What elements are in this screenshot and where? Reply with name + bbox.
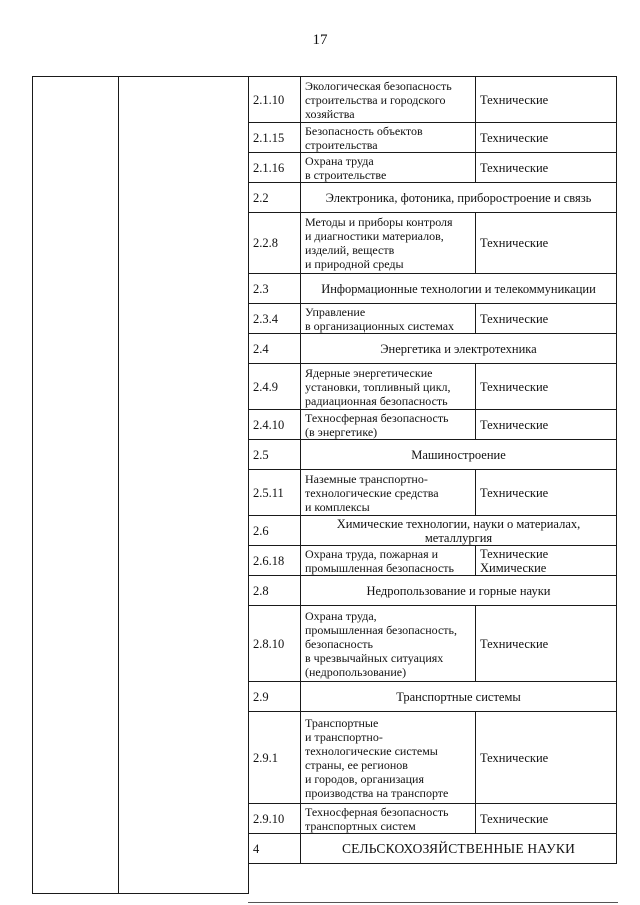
science-type-line: Технические (480, 236, 549, 250)
science-type (476, 470, 617, 516)
section-title-line: Транспортные системы (396, 689, 521, 704)
row-code: 2.5 (249, 440, 301, 470)
specialty-name (301, 364, 476, 410)
table-body (33, 77, 617, 894)
specialty-name-line: и диагностики материалов, (305, 229, 444, 243)
science-type (476, 213, 617, 274)
row-code: 2.1.16 (249, 153, 301, 183)
section-title (301, 834, 617, 864)
row-code: 2.2.8 (249, 213, 301, 274)
specialty-name (301, 77, 476, 123)
left-blank-cell-a (33, 77, 119, 894)
specialty-name-line: (недропользование) (305, 664, 407, 679)
section-title (301, 440, 617, 470)
row-code: 2.1.10 (249, 77, 301, 123)
specialty-name (301, 606, 476, 682)
row-code: 2.1.15 (249, 123, 301, 153)
section-title-line: СЕЛЬСКОХОЗЯЙСТВЕННЫЕ НАУКИ (341, 840, 576, 856)
specialty-name (301, 470, 476, 516)
row-code: 2.8 (249, 576, 301, 606)
row-code: 2.4.10 (249, 410, 301, 440)
row-code: 2.9.1 (249, 712, 301, 804)
section-title-line: Машиностроение (411, 447, 506, 462)
bottom-rule (248, 902, 618, 903)
specialty-name-line: безопасность (305, 636, 373, 651)
science-type (476, 123, 617, 153)
specialty-name-line: Техносферная безопасность (305, 804, 449, 819)
specialty-name-line: строительства (305, 137, 378, 152)
science-type (476, 410, 617, 440)
section-title-line: Недропользование и горные науки (366, 583, 551, 598)
science-type-line: Технические (480, 485, 549, 500)
science-type (476, 546, 617, 576)
row-code: 2.6.18 (249, 546, 301, 576)
row-code: 2.8.10 (249, 606, 301, 682)
section-title-line: металлургия (424, 530, 493, 545)
science-type (476, 304, 617, 334)
specialty-name (301, 153, 476, 183)
science-type (476, 606, 617, 682)
specialty-name-line: и транспортно- (305, 729, 383, 744)
row-code: 2.3 (249, 274, 301, 304)
science-type (476, 804, 617, 834)
section-title-line: Информационные технологии и телекоммуникации (321, 281, 596, 296)
science-type-line: Технические (480, 92, 549, 107)
specialty-name (301, 123, 476, 153)
specialty-name (301, 213, 476, 274)
table-row (33, 77, 617, 123)
science-type-line: Технические (480, 636, 549, 651)
specialty-name-line: Управление (305, 304, 366, 319)
specialty-name-line: Экологическая безопасность (305, 78, 452, 93)
specialty-name-line: и природной среды (305, 257, 404, 271)
row-code: 2.6 (249, 516, 301, 546)
specialties-table (32, 76, 617, 894)
specialty-name-line: производства на транспорте (305, 785, 449, 800)
page-number: 17 (312, 32, 328, 48)
row-code: 2.3.4 (249, 304, 301, 334)
specialty-name-line: в чрезвычайных ситуациях (305, 650, 444, 665)
row-code: 4 (249, 834, 301, 864)
section-title (301, 516, 617, 546)
section-title (301, 334, 617, 364)
section-title-line: Энергетика и электротехника (380, 341, 537, 356)
specialty-name-line: Наземные транспортно- (305, 471, 428, 486)
science-type-line: Технические (480, 811, 549, 826)
specialty-name-line: Методы и приборы контроля (305, 215, 453, 229)
row-code: 2.4 (249, 334, 301, 364)
science-type (476, 712, 617, 804)
row-code: 2.9.10 (249, 804, 301, 834)
specialty-name-line: Безопасность объектов (305, 123, 423, 138)
specialty-name (301, 546, 476, 576)
specialty-name-line: страны, ее регионов (305, 757, 408, 772)
row-code: 2.5.11 (249, 470, 301, 516)
science-type (476, 153, 617, 183)
science-type-line: Технические (480, 750, 549, 765)
section-title-line: Электроника, фотоника, приборостроение и связь (325, 190, 592, 205)
science-type-line: Технические (480, 546, 549, 561)
science-type-line: Технические (480, 417, 549, 432)
specialty-name-line: технологические системы (305, 743, 438, 758)
specialty-name (301, 304, 476, 334)
specialty-name (301, 410, 476, 440)
specialty-name-line: в строительстве (305, 167, 387, 182)
row-code: 2.2 (249, 183, 301, 213)
specialty-name-line: Охрана труда (305, 153, 374, 168)
science-type-line: Технические (480, 311, 549, 326)
section-title-line: Химические технологии, науки о материалах, (336, 516, 581, 531)
specialty-name-line: Техносферная безопасность (305, 410, 449, 425)
specialty-name-line: промышленная безопасность, (305, 622, 458, 637)
empty-cell (249, 864, 617, 894)
specialty-name-line: радиационная безопасность (305, 393, 448, 408)
science-type-line: Химические (480, 560, 547, 575)
science-type-line: Технические (480, 379, 549, 394)
specialty-name-line: транспортных систем (305, 818, 416, 833)
specialty-name-line: строительства и городского (305, 92, 446, 107)
section-title (301, 576, 617, 606)
specialty-name-line: промышленная безопасность (305, 560, 455, 575)
science-type (476, 364, 617, 410)
row-code: 2.4.9 (249, 364, 301, 410)
section-title (301, 274, 617, 304)
specialty-name-line: (в энергетике) (305, 424, 378, 439)
section-title (301, 183, 617, 213)
specialty-name-line: технологические средства (305, 485, 439, 500)
specialty-name-line: в организационных системах (305, 318, 455, 333)
specialty-name-line: Охрана труда, пожарная и (305, 546, 439, 561)
specialty-name-line: Охрана труда, (305, 608, 377, 623)
specialty-name-line: хозяйства (305, 106, 355, 121)
specialty-name-line: Транспортные (305, 715, 379, 730)
row-code: 2.9 (249, 682, 301, 712)
specialty-name (301, 804, 476, 834)
specialty-name-line: установки, топливный цикл, (305, 379, 451, 394)
science-type (476, 77, 617, 123)
left-blank-cell-b (119, 77, 249, 894)
science-type-line: Технические (480, 130, 549, 145)
science-type-line: Технические (480, 160, 549, 175)
specialty-name-line: Ядерные энергетические (305, 365, 433, 380)
specialty-name-line: и городов, организация (305, 771, 424, 786)
specialty-name (301, 712, 476, 804)
specialty-name-line: изделий, веществ (305, 243, 395, 257)
specialty-name-line: и комплексы (305, 499, 370, 514)
section-title (301, 682, 617, 712)
